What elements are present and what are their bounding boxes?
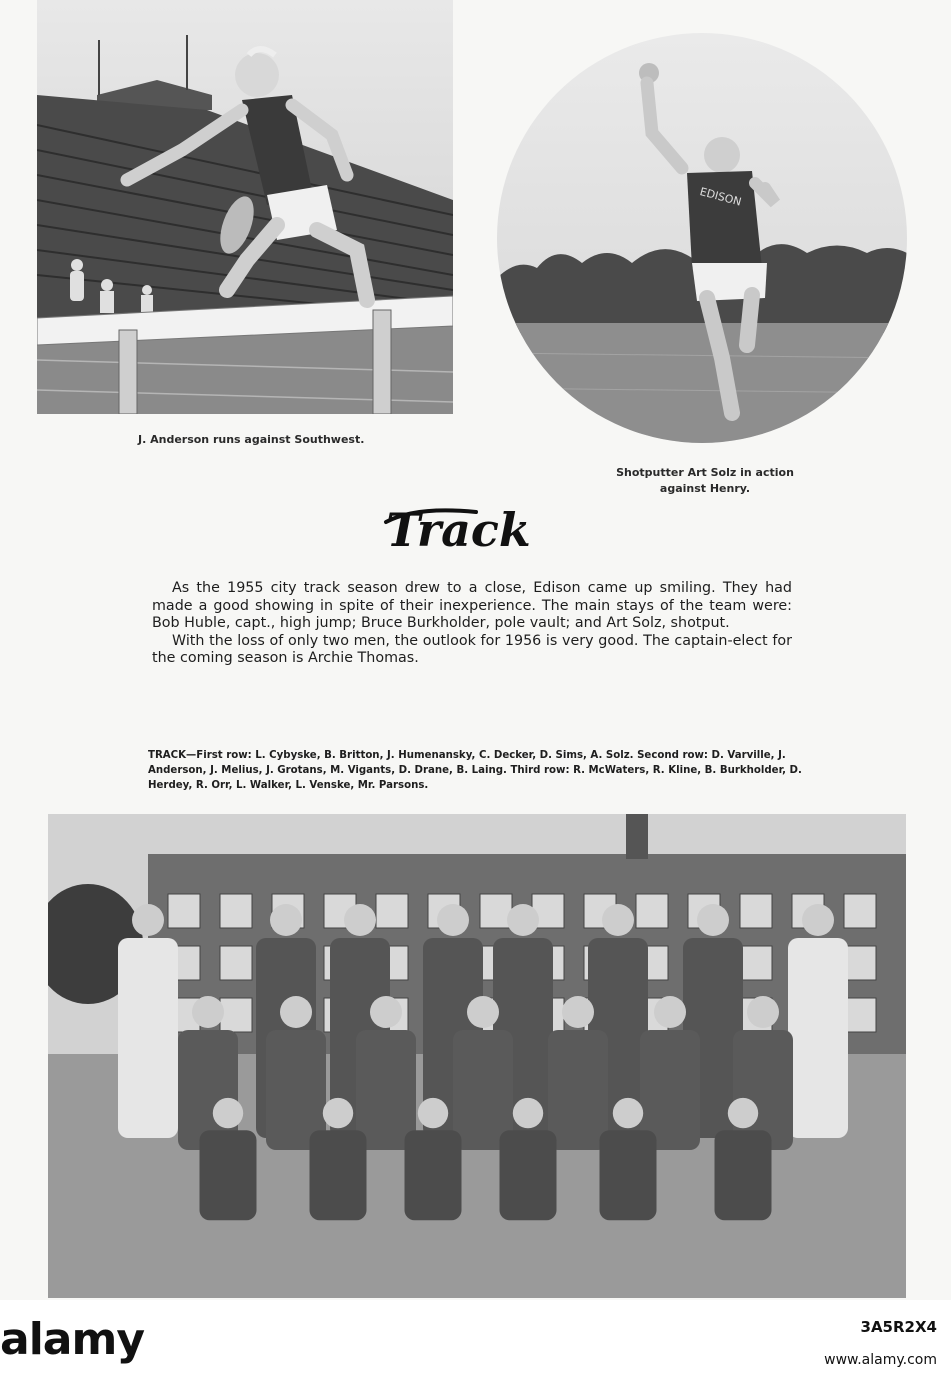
shotputter-caption-line-1: Shotputter Art Solz in action xyxy=(616,466,794,479)
building-window xyxy=(220,998,252,1032)
building-window xyxy=(740,894,772,928)
building-window xyxy=(376,894,408,928)
page-title-text: Track xyxy=(386,503,531,557)
article-body xyxy=(152,580,792,668)
building-window xyxy=(636,894,668,928)
building-window xyxy=(480,894,512,928)
team-photo xyxy=(48,814,906,1298)
shotputter-caption xyxy=(600,465,810,497)
footer-logo: alamy xyxy=(0,1314,144,1365)
roster-names: First row: L. Cybyske, B. Britton, J. Humenansky, C. Decker, D. Sims, A. Solz. Second row: D. Varville, J. Anderson, J. Melius, J. Grotans, M. Vigants, D. Drane, B. Laing. Third row: R. McWaters, R. Kline, B. Burkholder, D. Herdey, R. Orr, L. Walker, L. Venske, Mr. Parsons. xyxy=(148,750,802,791)
building-window xyxy=(844,894,876,928)
shotputter-caption-line-2: against Henry. xyxy=(659,482,751,495)
hurdler-caption: J. Anderson runs against Southwest. xyxy=(138,433,365,446)
footer-url: www.alamy.com xyxy=(824,1352,937,1368)
building-window xyxy=(740,946,772,980)
page-title xyxy=(382,500,582,564)
footer-image-id: 3A5R2X4 xyxy=(860,1318,937,1336)
building-window xyxy=(220,946,252,980)
team-roster-caption xyxy=(148,748,818,793)
building-window xyxy=(844,946,876,980)
roster-lead: TRACK— xyxy=(148,750,197,761)
team-member xyxy=(788,904,848,1138)
shotputter-photo xyxy=(497,33,907,443)
building-window xyxy=(844,998,876,1032)
article-paragraph-2: With the loss of only two men, the outlook for 1956 is very good. The captain-elect for the coming season is Archie Thomas. xyxy=(152,632,792,667)
jersey-lettering: EDISON xyxy=(698,185,743,209)
hurdler-photo xyxy=(37,0,453,414)
building-window xyxy=(168,894,200,928)
team-member xyxy=(118,904,178,1138)
article-paragraph-1: As the 1955 city track season drew to a close, Edison came up smiling. They had made a good showing in spite of their inexperience. The main stays of the team were: Bob Huble, capt., high jump; Bruce Burkholder, pole vault; and Art Solz, shotput. xyxy=(152,580,792,632)
building-window xyxy=(220,894,252,928)
